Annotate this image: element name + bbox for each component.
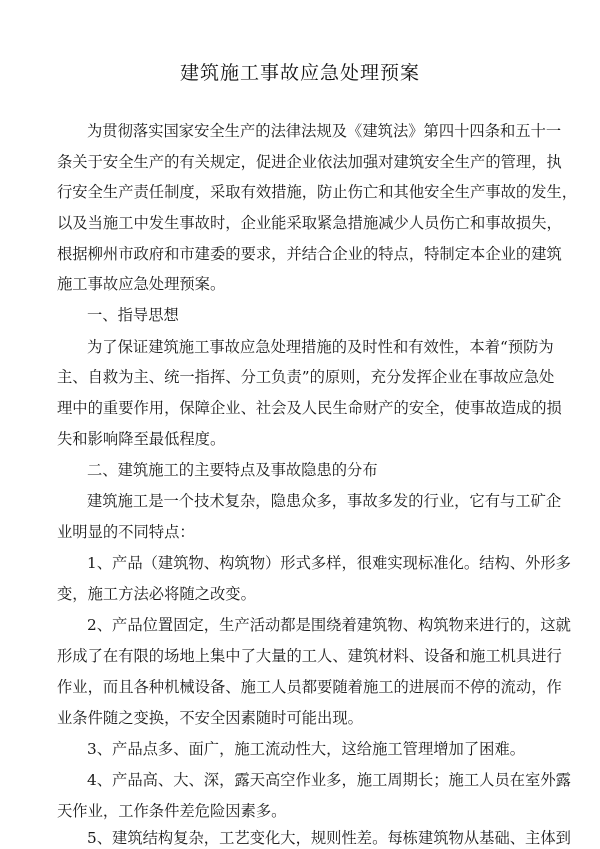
item4-line-1: 4、产品高、大、深，露天高空作业多，施工周期长；施工人员在室外露 xyxy=(87,771,571,789)
item1-line-1: 1、产品（建筑物、构筑物）形式多样，很难实现标准化。结构、外形多 xyxy=(87,554,571,572)
section2-intro-line-2: 业明显的不同特点： xyxy=(57,523,195,541)
section1-heading: 一、指导思想 xyxy=(87,306,179,324)
section2-heading: 二、建筑施工的主要特点及事故隐患的分布 xyxy=(87,461,378,479)
section1-line-1: 为了保证建筑施工事故应急处理措施的及时性和有效性，本着“预防为 xyxy=(87,338,554,356)
intro-line-1: 为贯彻落实国家安全生产的法律法规及《建筑法》第四十四条和五十一 xyxy=(87,122,562,140)
item2-line-4: 业条件随之变换，不安全因素随时可能出现。 xyxy=(57,709,363,727)
section1-line-4: 失和影响降至最低程度。 xyxy=(57,430,226,448)
document-title: 建筑施工事故应急处理预案 xyxy=(179,62,420,84)
item3-line-1: 3、产品点多、面广，施工流动性大，这给施工管理增加了困难。 xyxy=(87,740,526,758)
intro-line-2: 条关于安全生产的有关规定，促进企业依法加强对建筑安全生产的管理，执 xyxy=(57,153,562,171)
item2-line-1: 2、产品位置固定，生产活动都是围绕着建筑物、构筑物来进行的，这就 xyxy=(87,616,571,634)
section2-intro-line-1: 建筑施工是一个技术复杂，隐患众多，事故多发的行业，它有与工矿企 xyxy=(87,492,562,510)
intro-line-6: 施工事故应急处理预案。 xyxy=(57,275,226,293)
section1-line-3: 理中的重要作用，保障企业、社会及人民生命财产的安全，使事故造成的损 xyxy=(57,399,562,417)
section1-line-2: 主、自救为主、统一指挥、分工负责”的原则，充分发挥企业在事故应急处 xyxy=(57,368,555,386)
intro-line-3: 行安全生产责任制度，采取有效措施，防止伤亡和其他安全生产事故的发生， xyxy=(57,183,578,201)
item2-line-3: 作业，而且各种机械设备、施工人员都要随着施工的进展而不停的流动，作 xyxy=(57,678,562,696)
item5-line-1: 5、建筑结构复杂，工艺变化大，规则性差。每栋建筑物从基础、主体到 xyxy=(87,829,571,847)
intro-line-4: 以及当施工中发生事故时，企业能采取紧急措施减少人员伤亡和事故损失， xyxy=(57,214,562,232)
item4-line-2: 天作业，工作条件差危险因素多。 xyxy=(57,802,287,820)
item1-line-2: 变，施工方法必将随之改变。 xyxy=(57,585,256,603)
intro-line-5: 根据柳州市政府和市建委的要求，并结合企业的特点，特制定本企业的建筑 xyxy=(57,245,562,263)
item2-line-2: 形成了在有限的场地上集中了大量的工人、建筑材料、设备和施工机具进行 xyxy=(57,647,562,665)
